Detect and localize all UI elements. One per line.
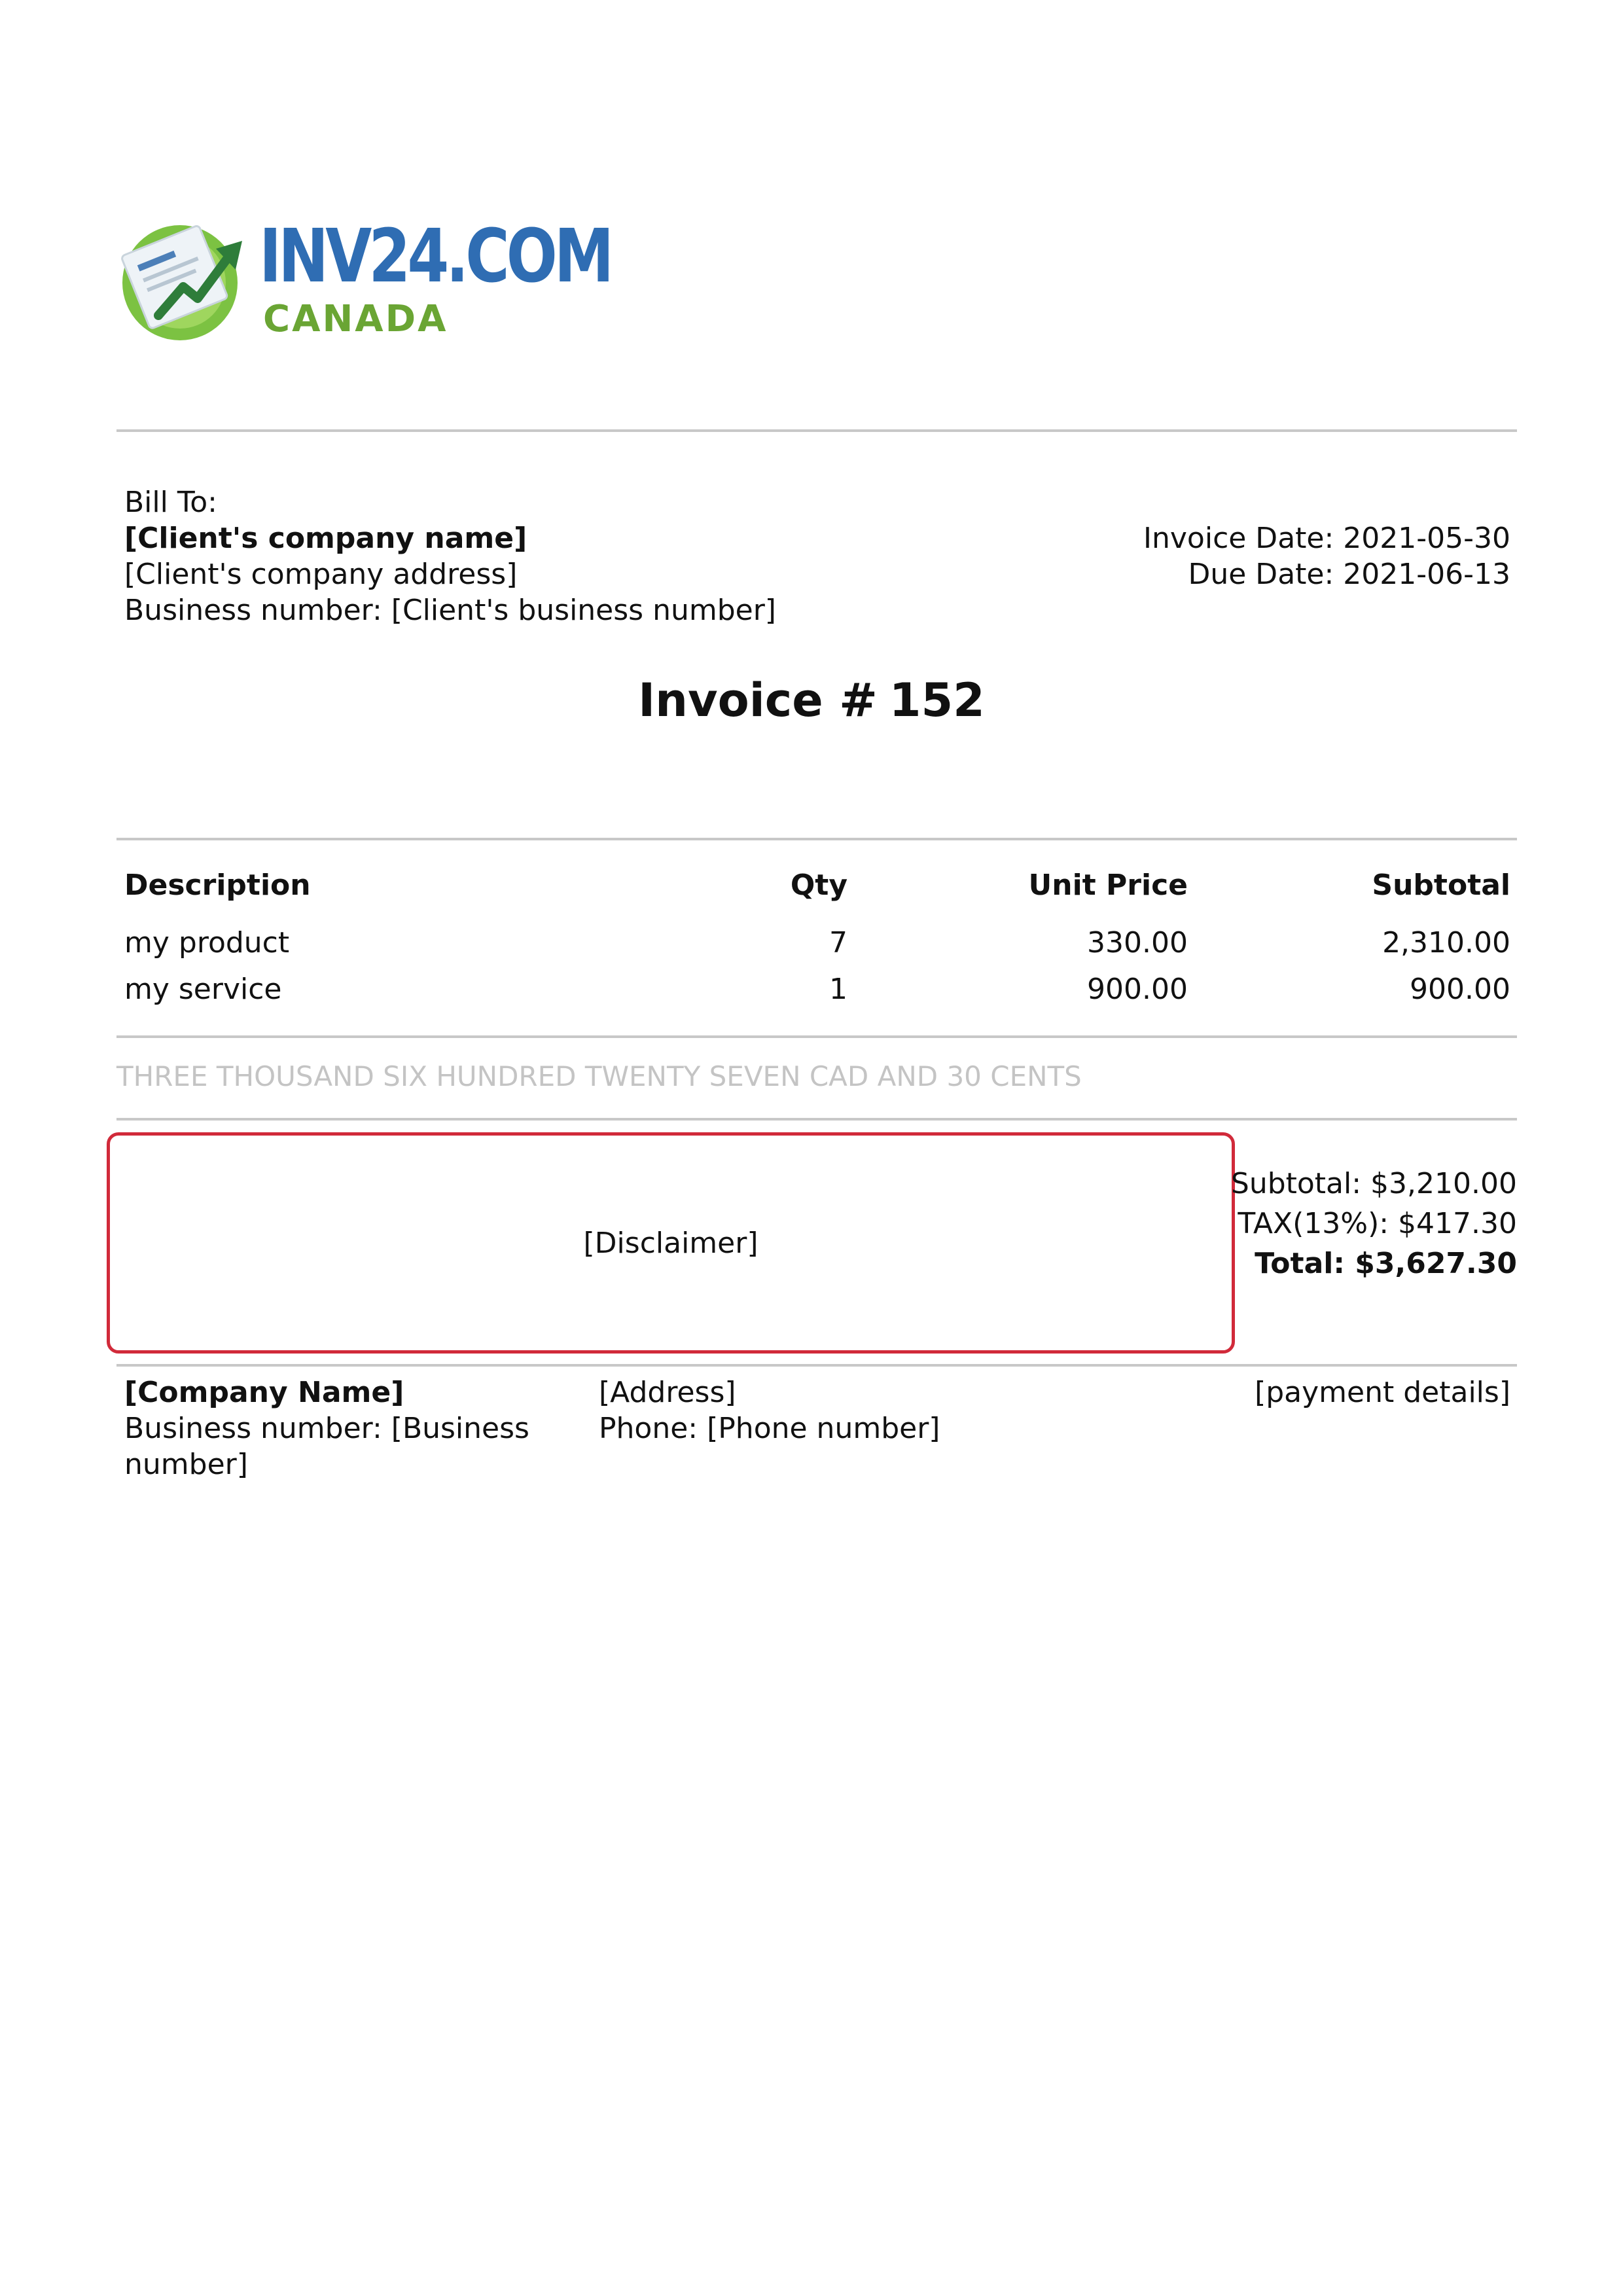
footer-address: [Address] xyxy=(599,1376,736,1409)
invoice-title xyxy=(0,671,1623,730)
dates-section xyxy=(1143,520,1510,592)
client-company-address: [Client's company address] xyxy=(124,558,518,591)
totals-tax: TAX(13%): $417.30 xyxy=(1238,1207,1517,1240)
row-description: my service xyxy=(124,973,282,1006)
table-top-divider xyxy=(116,838,1517,840)
footer-contact xyxy=(599,1374,940,1446)
company-logo xyxy=(118,209,611,347)
client-company-name: [Client's company name] xyxy=(124,522,527,555)
client-business-number: Business number: [Client's business number] xyxy=(124,594,776,627)
row-unit-price: 900.00 xyxy=(1087,973,1188,1006)
row-qty: 1 xyxy=(829,973,847,1006)
row-subtotal: 2,310.00 xyxy=(1382,926,1510,960)
footer-business-number: Business number: [Business number] xyxy=(124,1412,529,1481)
invoice-date: Invoice Date: 2021-05-30 xyxy=(1143,522,1510,555)
footer-payment xyxy=(1255,1374,1510,1410)
header-qty: Qty xyxy=(790,869,847,902)
row-subtotal: 900.00 xyxy=(1410,973,1510,1006)
footer-divider xyxy=(116,1364,1517,1367)
invoice-chart-arrow-icon xyxy=(118,209,255,347)
footer-phone: Phone: [Phone number] xyxy=(599,1412,940,1445)
logo-country-text: CANADA xyxy=(263,298,448,340)
disclaimer-box xyxy=(107,1132,1235,1354)
logo-brand-text: INV24.COM xyxy=(259,214,611,299)
due-date: Due Date: 2021-06-13 xyxy=(1188,558,1510,591)
row-description: my product xyxy=(124,926,290,960)
totals-total: Total: $3,627.30 xyxy=(1255,1247,1517,1280)
footer-payment-details: [payment details] xyxy=(1255,1376,1510,1409)
header-unit-price: Unit Price xyxy=(1028,869,1188,902)
footer-company xyxy=(124,1374,582,1482)
header-divider xyxy=(116,429,1517,432)
table-bottom-divider xyxy=(116,1035,1517,1038)
invoice-number: 152 xyxy=(889,673,985,727)
row-unit-price: 330.00 xyxy=(1087,926,1188,960)
footer-company-name: [Company Name] xyxy=(124,1376,404,1409)
bill-to-label: Bill To: xyxy=(124,486,217,519)
invoice-title-prefix: Invoice # xyxy=(638,673,878,727)
words-divider xyxy=(116,1118,1517,1121)
amount-in-words: THREE THOUSAND SIX HUNDRED TWENTY SEVEN CAD AND 30 CENTS xyxy=(116,1060,1082,1092)
totals-section xyxy=(1231,1164,1517,1283)
bill-to-section xyxy=(124,484,776,628)
header-subtotal: Subtotal xyxy=(1372,869,1510,902)
row-qty: 7 xyxy=(829,926,847,960)
disclaimer-text: [Disclaimer] xyxy=(583,1226,758,1260)
totals-subtotal: Subtotal: $3,210.00 xyxy=(1230,1167,1517,1200)
header-description: Description xyxy=(124,869,311,902)
